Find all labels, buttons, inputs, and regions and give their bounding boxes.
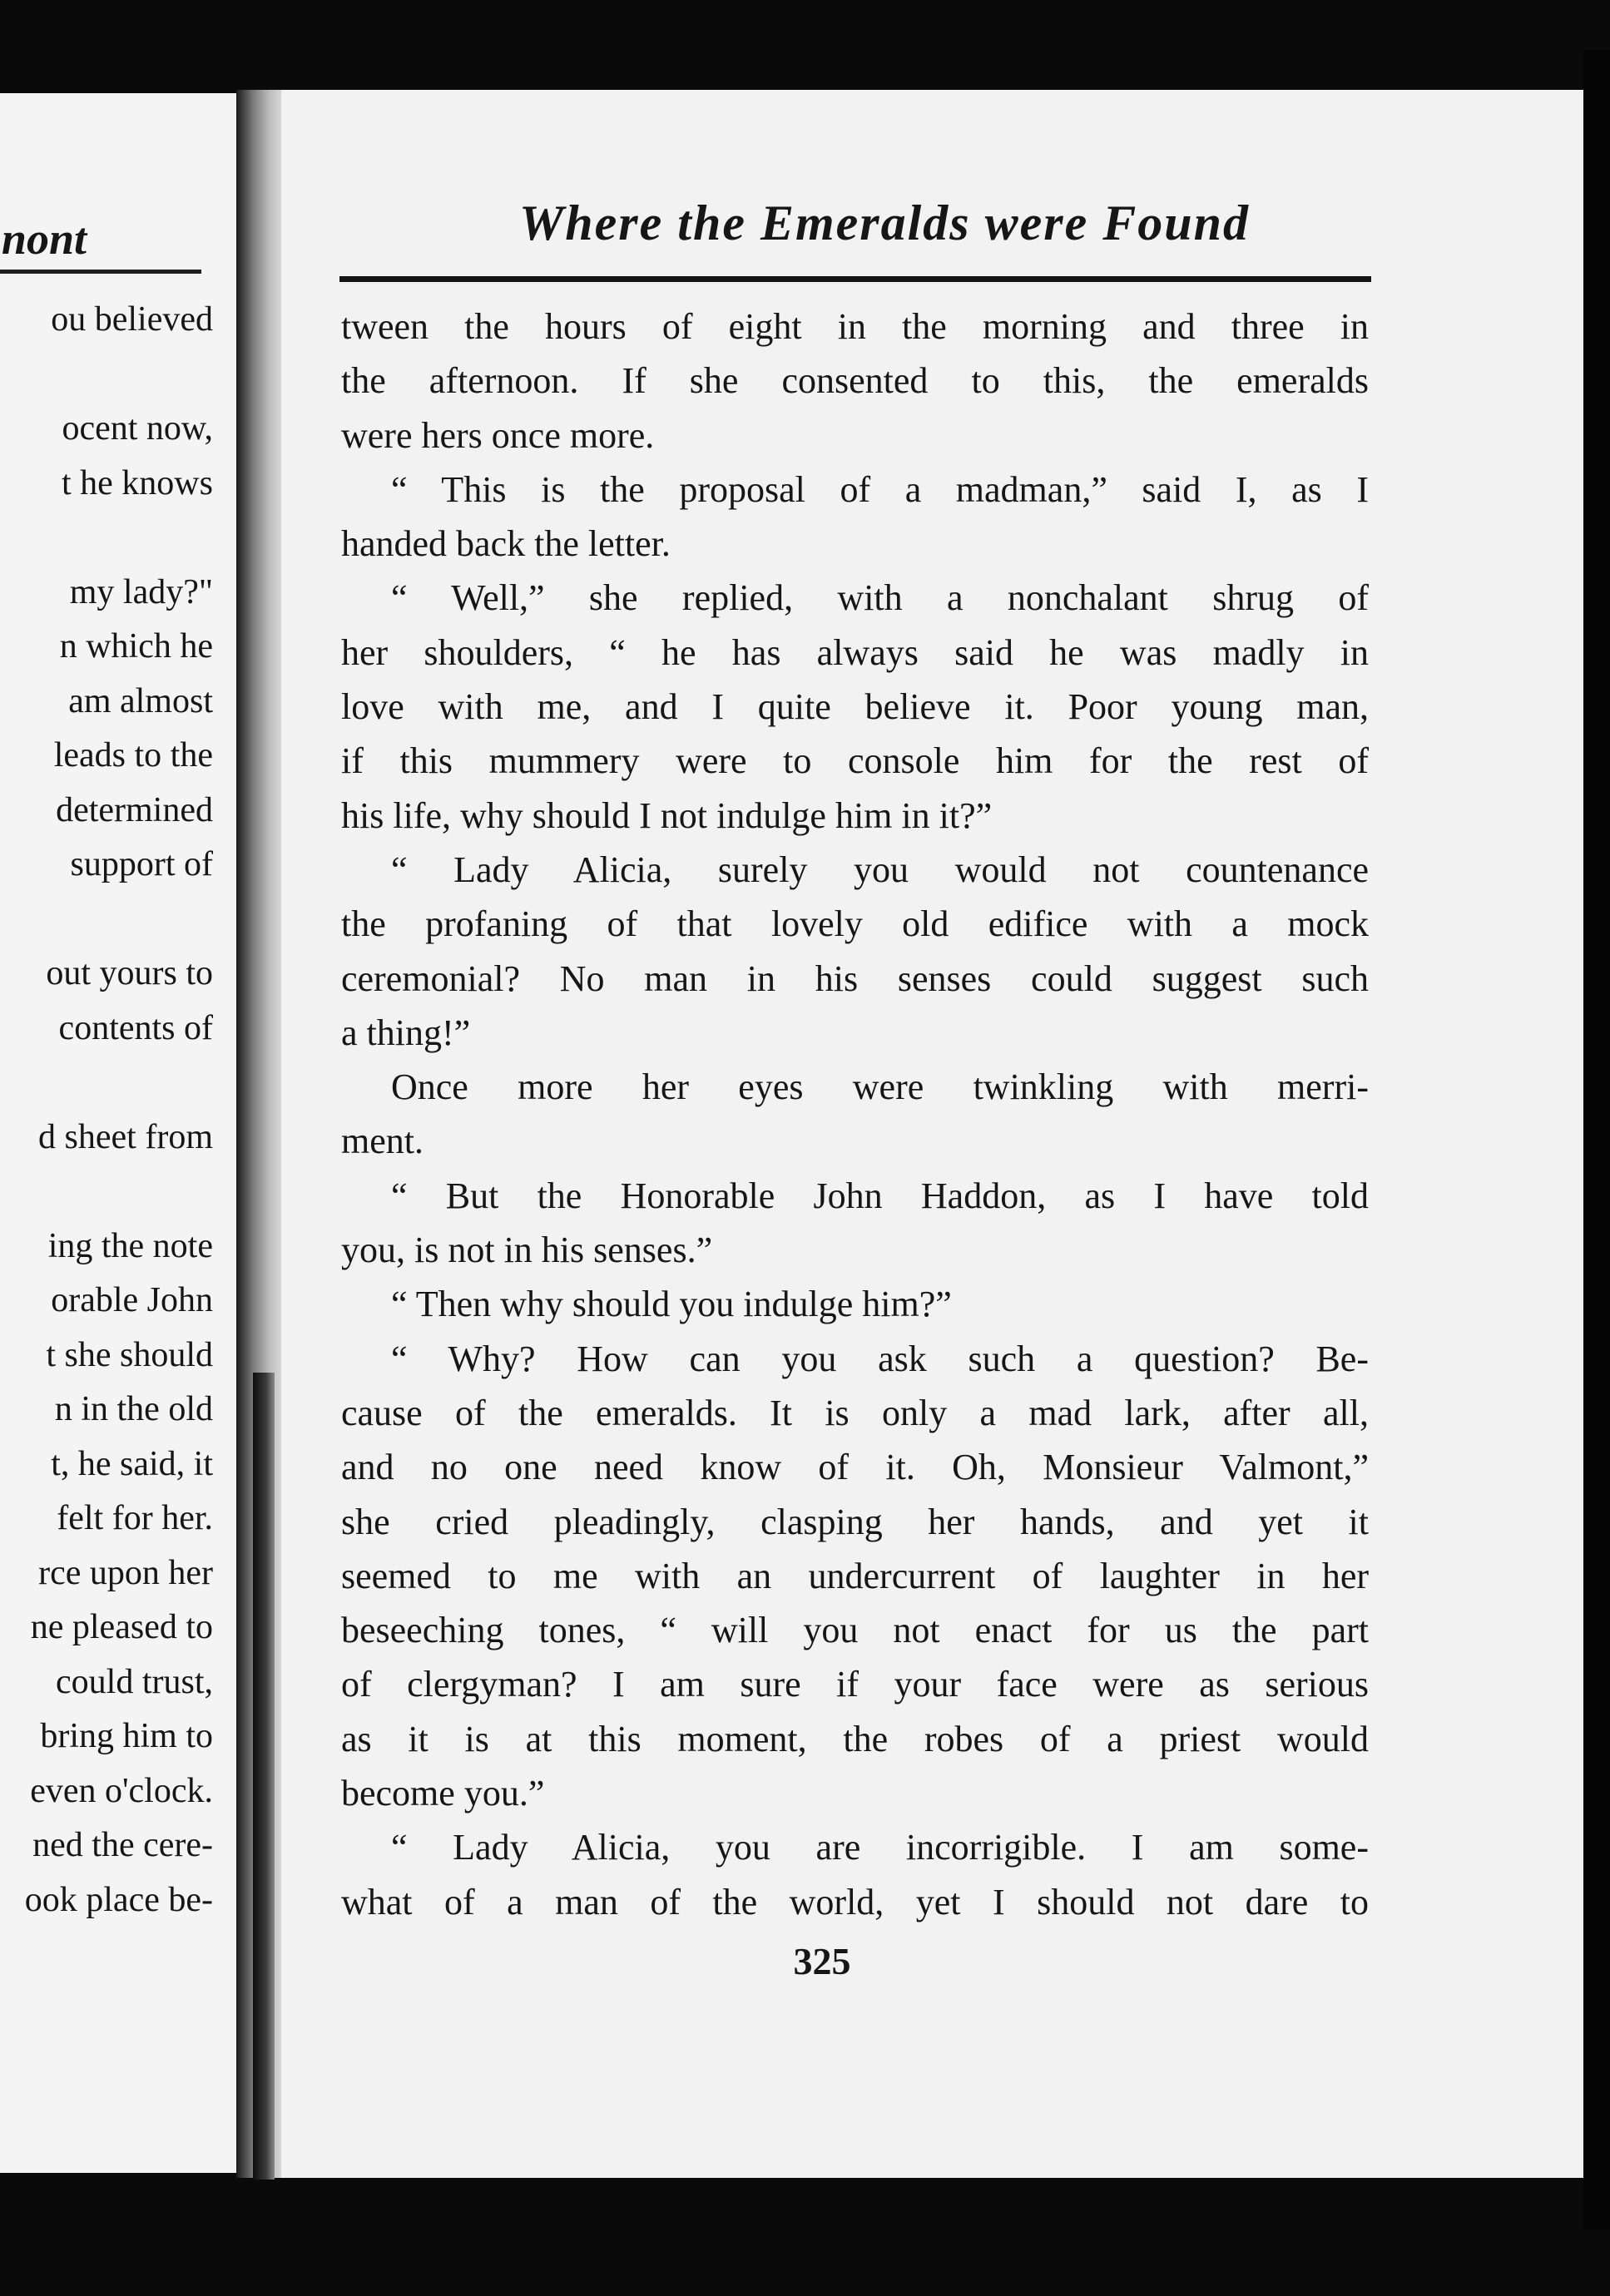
body-text [341,299,1369,1929]
left-text-line: my lady?" [69,572,213,611]
left-text-line [0,511,213,566]
text-line: and no one need know of it. Oh, Monsieur Valmont,” [341,1447,1369,1488]
left-text-line [0,893,213,948]
text-line: seemed to me with an undercurrent of laughter in her [341,1555,1369,1596]
running-head: Where the Emeralds were Found [518,195,1251,250]
text-line: ment. [341,1121,424,1162]
left-header-rule [0,270,201,274]
text-line: if this mummery were to console him for the rest of [341,740,1369,782]
left-text-line: ing the note [47,1226,213,1265]
text-line: become you.” [341,1773,545,1814]
text-line: you, is not in his senses.” [341,1230,713,1271]
left-text-line: ocent now, [62,409,213,448]
left-text-line: t she should [46,1335,213,1374]
left-text-line [0,348,213,403]
left-text-line: leads to the [53,736,213,774]
header-rule [339,276,1371,282]
text-line: of clergyman? I am sure if your face were as serious [341,1664,1369,1705]
left-running-head-text: nont [1,214,87,264]
text-line: “ Why? How can you ask such a question? Be- [391,1338,1369,1379]
text-line: ceremonial? No man in his senses could suggest such [341,957,1369,999]
left-text-line: n which he [59,627,213,666]
text-line: his life, why should I not indulge him in it?” [341,794,993,836]
left-text-line: ne pleased to [30,1608,213,1646]
left-text-line: determined [56,790,213,829]
text-line: handed back the letter. [341,523,671,565]
text-line: as it is at this moment, the robes of a priest would [341,1718,1369,1759]
text-line: “ This is the proposal of a madman,” said I, as I [391,468,1369,510]
left-text-line: ook place be- [24,1880,213,1919]
left-running-head [0,201,250,276]
right-page [281,90,1583,2178]
text-line: “ Lady Alicia, surely you would not countenance [391,849,1369,890]
text-line: Once more her eyes were twinkling with merri- [391,1066,1369,1108]
left-text-line: bring him to [40,1717,213,1755]
text-line: “ Lady Alicia, you are incorrigible. I am some- [391,1827,1369,1868]
left-text-line: rce upon her [38,1553,213,1592]
text-line: were hers once more. [341,414,655,456]
page-number: 325 [793,1940,851,1982]
left-text-line: t, he said, it [51,1444,213,1483]
text-line: “ Then why should you indulge him?” [391,1284,952,1325]
scan-edge [1583,50,1610,2229]
left-text-line: felt for her. [57,1499,213,1537]
left-page [0,93,250,2173]
text-line: the profaning of that lovely old edifice with a mock [341,903,1369,945]
left-text-line: ned the cere- [32,1826,213,1864]
left-text-line: contents of [58,1008,213,1047]
left-text-line [0,1165,213,1220]
text-line: what of a man of the world, yet I should not dare to [341,1881,1369,1922]
left-text-line: ou believed [51,300,213,339]
left-text-line: am almost [68,681,213,720]
left-text-block [0,293,213,1927]
text-line: a thing!” [341,1012,471,1053]
left-text-line: n in the old [54,1390,213,1428]
text-line: her shoulders, “ he has always said he was madly in [341,631,1369,673]
left-text-line: out yours to [46,954,213,992]
left-text-line: could trust, [56,1662,213,1701]
text-line: she cried pleadingly, clasping her hands, and yet it [341,1501,1369,1542]
text-line: tween the hours of eight in the morning and three in [341,306,1369,347]
text-line: love with me, and I quite believe it. Poor young man, [341,686,1369,728]
text-line: “ But the Honorable John Haddon, as I have told [391,1175,1369,1216]
text-line: “ Well,” she replied, with a nonchalant shrug of [391,577,1369,619]
left-text-line: d sheet from [38,1117,213,1156]
left-text-line: even o'clock. [30,1771,213,1810]
spine-shadow [253,1373,275,2180]
text-line: beseeching tones, “ will you not enact for us the part [341,1610,1369,1651]
left-text-line: support of [70,845,213,883]
text-line: cause of the emeralds. It is only a mad lark, after all, [341,1392,1369,1433]
left-text-line [0,1056,213,1111]
text-line: the afternoon. If she consented to this, the emeralds [341,360,1369,402]
left-text-line: t he knows [62,463,213,502]
left-text-line: orable John [51,1281,213,1319]
